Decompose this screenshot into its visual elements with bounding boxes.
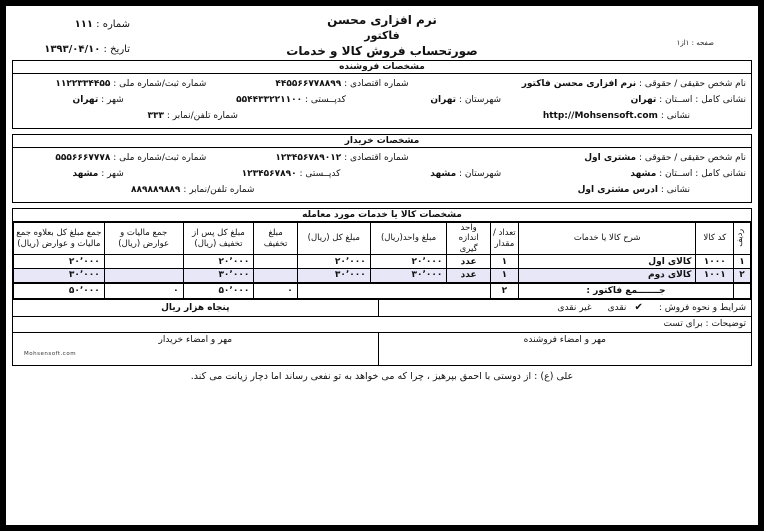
field-label: شهرستان : xyxy=(459,169,502,179)
buyer-section xyxy=(12,134,752,203)
sum-quantity: ۲ xyxy=(490,283,518,299)
invoice-header xyxy=(10,8,754,60)
goods-section-title: مشخصات کالا یا خدمات مورد معامله xyxy=(13,209,751,222)
invoice-subtitle: صورتحساب فروش کالا و خدمات xyxy=(286,44,478,58)
cell-quantity: ۱ xyxy=(490,255,518,269)
seller-address-field xyxy=(367,111,746,121)
field-value: ۱۱۱ xyxy=(74,19,93,30)
buyer-signature-cell: مهر و امضاء خریدار xyxy=(158,334,233,345)
cell-unit: عدد xyxy=(447,255,490,269)
field-value: ۸۸۹۸۸۹۸۸۹ xyxy=(130,185,181,195)
cell-discount xyxy=(254,269,297,283)
field-value: ۱۲۳۴۵۶۷۸۹۰ xyxy=(241,169,297,179)
seller-postal-code-field xyxy=(178,95,404,105)
sum-discount: ۰ xyxy=(254,283,297,299)
seller-name-field xyxy=(440,79,746,89)
field-value: تهران xyxy=(630,95,657,105)
field-label: نشانی : xyxy=(660,185,690,195)
invoice-date xyxy=(20,37,130,62)
seller-county-field xyxy=(404,95,528,105)
items-table xyxy=(13,222,751,300)
column-header-label: ردیف xyxy=(735,229,745,248)
field-label: شماره تلفن/نمابر : xyxy=(183,185,255,195)
seller-signature-cell: مهر و امضاء فروشنده xyxy=(378,333,751,365)
cash-option-label: نقدی xyxy=(607,302,627,313)
field-value: ۵۵۵۶۶۶۷۷۷۸ xyxy=(55,153,111,163)
buyer-postal-code-field xyxy=(178,169,404,179)
field-label: نشانی : xyxy=(660,111,690,121)
seller-section-title: مشخصات فروشنده xyxy=(13,61,751,74)
column-header-row-number xyxy=(734,223,751,255)
column-header-total-after-discount: مبلغ کل پس از تخفیف (ریال) xyxy=(183,223,254,255)
field-label: تاریخ : xyxy=(103,44,130,55)
seller-row-2 xyxy=(13,92,751,108)
column-header-total: مبلغ کل (ریال) xyxy=(297,223,370,255)
sale-terms-row xyxy=(13,300,751,316)
cell-total-after-discount: ۲۰٬۰۰۰ xyxy=(183,255,254,269)
field-label: نشانی کامل : xyxy=(695,169,746,179)
page-number: صفحه : ۱از۱ xyxy=(676,39,714,47)
buyer-row-3 xyxy=(13,182,751,198)
field-label: شهر : xyxy=(101,95,124,105)
cell-unit-price: ۳۰٬۰۰۰ xyxy=(370,269,447,283)
column-header-description: شرح کالا یا خدمات xyxy=(518,223,696,255)
cell-tax xyxy=(104,255,183,269)
sale-terms-cell xyxy=(378,300,751,316)
cell-empty xyxy=(297,283,490,299)
sum-total-after-discount: ۵۰٬۰۰۰ xyxy=(183,283,254,299)
seller-row-1 xyxy=(13,76,751,92)
field-value: ۱۳۹۳/۰۴/۱۰ xyxy=(44,44,101,55)
cell-description: کالای اول xyxy=(518,255,696,269)
buyer-row-2 xyxy=(13,166,751,182)
field-value: ۳۳۳ xyxy=(147,111,164,121)
buyer-fields xyxy=(13,148,751,202)
table-header-row xyxy=(14,223,751,255)
field-value: ۴۴۵۵۶۶۷۷۸۸۹۹ xyxy=(275,79,342,89)
buyer-name-field xyxy=(440,153,746,163)
cell-empty xyxy=(734,283,751,299)
column-header-discount: مبلغ تخفیف xyxy=(254,223,297,255)
field-value: ۱۱۲۲۳۳۴۴۵۵ xyxy=(55,79,111,89)
cell-total: ۲۰٬۰۰۰ xyxy=(297,255,370,269)
invoice-number xyxy=(20,12,130,37)
seller-province-field xyxy=(528,95,746,105)
checkmark-icon: ✔ xyxy=(634,302,643,313)
sale-terms-label: شرایط و نحوه فروش : xyxy=(658,302,746,313)
field-value: مشهد xyxy=(72,169,99,179)
field-value: تهران xyxy=(430,95,457,105)
seller-section xyxy=(12,60,752,129)
field-value: مشهد xyxy=(630,169,657,179)
sum-tax: ۰ xyxy=(104,283,183,299)
company-title: نرم افزاری محسن xyxy=(327,13,437,27)
buyer-phone-field xyxy=(18,185,367,195)
cell-unit: عدد xyxy=(447,269,490,283)
buyer-section-title: مشخصات خریدار xyxy=(13,135,751,148)
field-label: شماره ثبت/شماره ملی : xyxy=(113,79,207,89)
invoice-page xyxy=(6,6,758,525)
buyer-row-1 xyxy=(13,150,751,166)
seller-economic-number-field xyxy=(244,79,441,89)
cell-grand-total: ۳۰٬۰۰۰ xyxy=(14,269,105,283)
buyer-province-field xyxy=(528,169,746,179)
field-value: ۱۲۳۴۵۶۷۸۹۰۱۲ xyxy=(275,153,342,163)
column-header-item-code: کد کالا xyxy=(696,223,734,255)
field-value: تهران xyxy=(72,95,99,105)
field-label: اســتان : xyxy=(659,95,693,105)
field-value: مشتری اول xyxy=(584,153,637,163)
items-body xyxy=(14,255,751,299)
cell-grand-total: ۲۰٬۰۰۰ xyxy=(14,255,105,269)
buyer-economic-number-field xyxy=(244,153,441,163)
field-label: شهر : xyxy=(101,169,124,179)
column-header-grand-total: جمع مبلغ کل بعلاوه جمع مالیات و عوارض (ریال) xyxy=(14,223,105,255)
amount-in-words: پنجاه هزار ریال xyxy=(161,302,230,313)
invoice-sum-label: جـــــــمع فاکتور : xyxy=(518,283,733,299)
column-header-unit: واحد اندازه گیری xyxy=(447,223,490,255)
field-label: کدپــستی : xyxy=(299,169,341,179)
field-label: اســتان : xyxy=(659,169,693,179)
field-value: نرم افزاری محسن فاکتور xyxy=(521,79,637,89)
field-label: شماره اقتصادی : xyxy=(344,79,409,89)
table-row xyxy=(14,269,751,283)
cell-discount xyxy=(254,255,297,269)
sum-row xyxy=(14,283,751,299)
signatures-row xyxy=(13,332,751,365)
buyer-address-field xyxy=(367,185,746,195)
field-label: شماره ثبت/شماره ملی : xyxy=(113,153,207,163)
buyer-city-field xyxy=(18,169,178,179)
cell-item-code: ۱۰۰۱ xyxy=(696,269,734,283)
field-label: شهرستان : xyxy=(458,95,502,105)
seller-website: http://Mohsensoft.com xyxy=(542,111,658,121)
seller-phone-field xyxy=(18,111,367,121)
field-label: شماره : xyxy=(96,19,130,30)
field-value: آدرس مشتری اول xyxy=(577,185,658,195)
table-row xyxy=(14,255,751,269)
goods-section xyxy=(12,208,752,366)
field-value: مشهد xyxy=(430,169,457,179)
cell-tax xyxy=(104,269,183,283)
column-header-quantity: تعداد / مقدار xyxy=(490,223,518,255)
footer-quote: علی (ع) : از دوستی با احمق بپرهیز ، چرا که می خواهد به تو نفعی رساند اما دچار زیانت می کند. xyxy=(190,370,574,382)
field-label: نام شخص حقیقی / حقوقی : xyxy=(638,79,746,89)
field-label: نام شخص حقیقی / حقوقی : xyxy=(638,153,746,163)
field-label: شماره تلفن/نمابر : xyxy=(166,111,238,121)
buyer-registration-number-field xyxy=(18,153,244,163)
seller-fields xyxy=(13,74,751,128)
seller-row-3 xyxy=(13,108,751,124)
noncash-option-label: غیر نقدی xyxy=(557,302,592,313)
field-label: کدپــستی : xyxy=(304,95,346,105)
cell-row-number: ۱ xyxy=(734,255,751,269)
cell-description: کالای دوم xyxy=(518,269,696,283)
watermark: Mohsensoft.com xyxy=(24,351,77,357)
field-label: شماره اقتصادی : xyxy=(344,153,409,163)
cell-total-after-discount: ۳۰٬۰۰۰ xyxy=(183,269,254,283)
cell-unit-price: ۲۰٬۰۰۰ xyxy=(370,255,447,269)
cell-quantity: ۱ xyxy=(490,269,518,283)
seller-city-field xyxy=(18,95,178,105)
cell-row-number: ۲ xyxy=(734,269,751,283)
sum-grand-total: ۵۰٬۰۰۰ xyxy=(14,283,105,299)
cell-total: ۳۰٬۰۰۰ xyxy=(297,269,370,283)
column-header-unit-price: مبلغ واحد(ریال) xyxy=(370,223,447,255)
invoice-title: فاکتور xyxy=(364,29,400,42)
seller-registration-number-field xyxy=(18,79,244,89)
field-label: نشانی کامل : xyxy=(695,95,746,105)
buyer-county-field xyxy=(404,169,528,179)
invoice-meta xyxy=(20,12,130,62)
cell-item-code: ۱۰۰۰ xyxy=(696,255,734,269)
column-header-tax: جمع مالیات و عوارض (ریال) xyxy=(104,223,183,255)
comments-row: توضیحات : برای تست xyxy=(13,316,751,332)
field-value: ۵۵۴۴۳۳۲۲۱۱۰۰ xyxy=(236,95,303,105)
